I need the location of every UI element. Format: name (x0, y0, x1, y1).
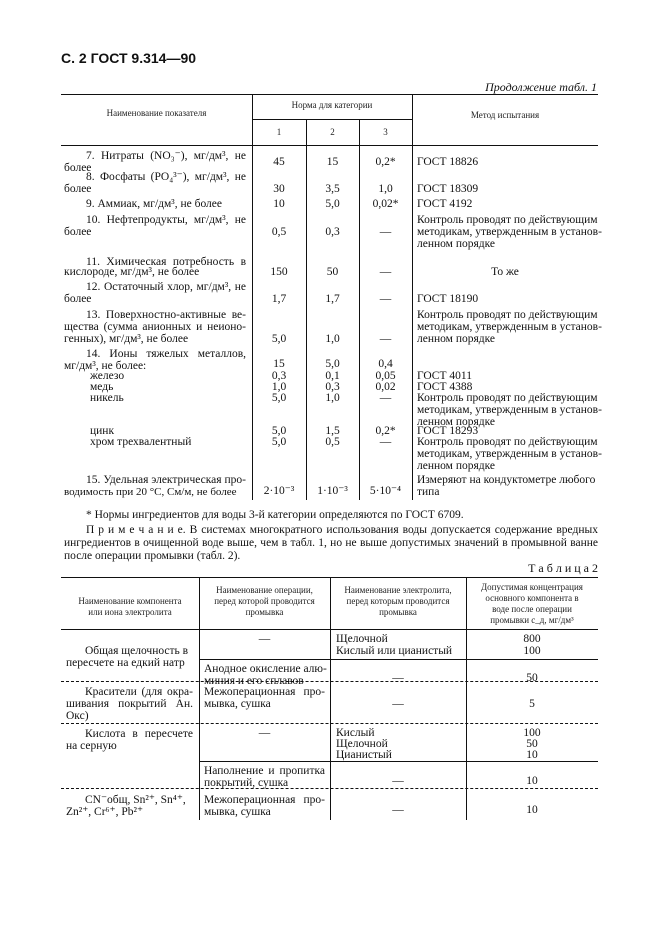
page-header: С. 2 ГОСТ 9.314—90 (61, 50, 197, 66)
col-method-header: Метод испытания (470, 110, 540, 120)
col-param-header: Наименование показателя (106, 108, 207, 118)
cat3-header: 3 (383, 127, 388, 137)
cat1-header: 1 (276, 127, 282, 137)
t2-col-electrolyte-header: Наименование электролита, (344, 585, 452, 595)
t2-col-operation-header: Наименование операции, (216, 585, 313, 595)
table-continuation-label: Продолжение табл. 1 (485, 80, 597, 94)
note-line: П р и м е ч а н и е. В системах многократного использования воды допускается содержание вредных (86, 524, 598, 536)
footnote: * Нормы ингредиентов для воды 3-й категории определяются по ГОСТ 6709. (86, 509, 464, 521)
table-2-caption: Т а б л и ц а 2 (528, 561, 598, 575)
note-line: ингредиентов в очищенной воде выше, чем в табл. 1, но не выше допустимых значений в промывной ванне (64, 537, 598, 549)
col-norm-header: Норма для категории (291, 100, 373, 110)
cat2-header: 2 (330, 127, 335, 137)
t2-col-concentration-header: Допустимая концентрация (481, 582, 583, 592)
note-line: после операции промывки (табл. 2). (64, 550, 241, 562)
t2-col-component-header: Наименование компонента (78, 596, 182, 606)
